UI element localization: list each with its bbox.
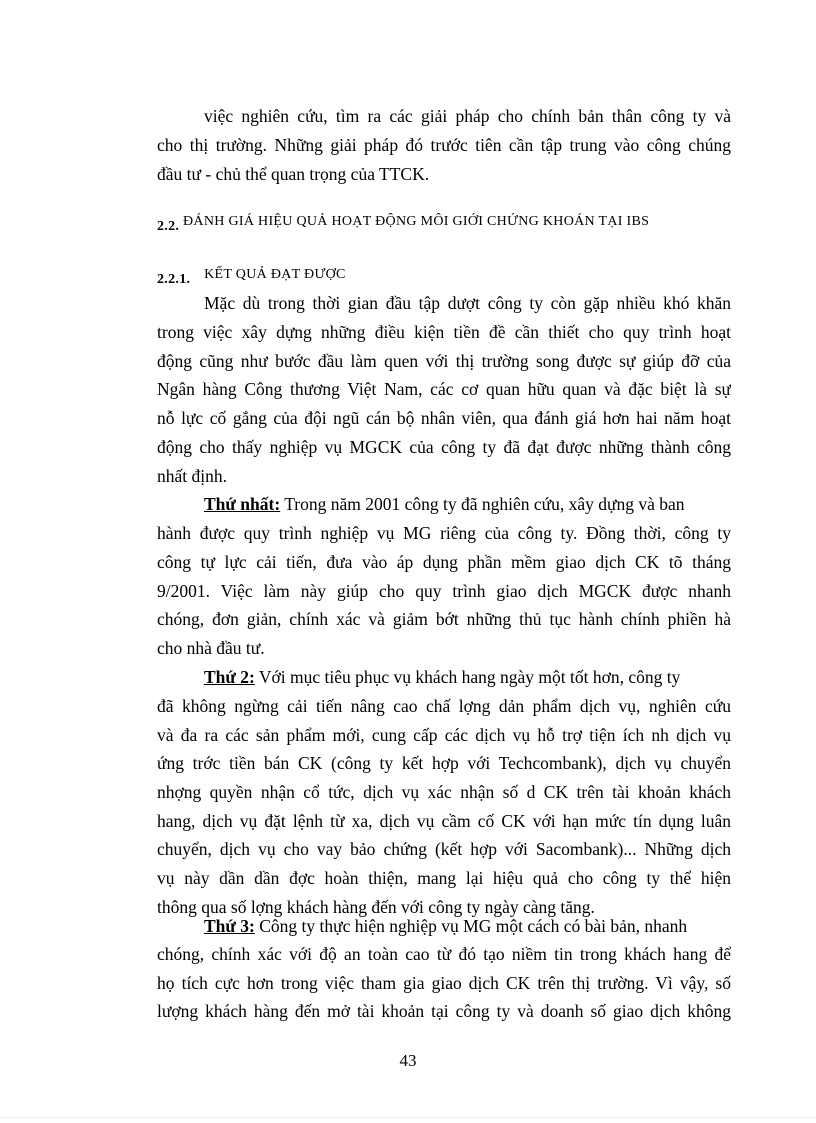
subsection-title: KẾT QUẢ ĐẠT ĐƯỢC [204,267,346,282]
body-text-span: Công ty thực hiện nghiệp vụ MG một cách có bài bản, nhanh [254,916,688,936]
body-text-span: Với mục tiêu phục vụ khách hang ngày một tốt hơn, công ty [254,667,681,687]
body-text-line: động cho thấy nghiệp vụ MGCK của công ty đã đạt được những thành công [157,437,731,457]
body-text-line: cho thị trường. Những giải pháp đó trước tiên cần tập trung vào công chúng [157,135,731,155]
section-heading [157,214,650,235]
body-text-line: chóng, chính xác với độ an toàn cao từ đó tạo niềm tin trong khách hang để [157,944,731,964]
body-text-line [204,494,731,514]
body-text-line: và đa ra các sản phẩm mới, cung cấp các dịch vụ hỗ trợ tiện ích nh dịch vụ [157,725,731,745]
body-text-line: việc nghiên cứu, tìm ra các giải pháp cho chính bản thân công ty và [204,106,731,126]
body-text-line: vụ này dần dần đợc hoàn thiện, mang lại hiệu quả cho công ty thể hiện [157,868,731,888]
body-text-line [204,916,731,936]
body-text-line: cho nhà đầu tư. [157,638,265,658]
subsection-number: 2.2.1. [157,272,191,287]
paragraph-lead: Thứ 3: [204,916,255,936]
body-text-line: đầu tư - chủ thể quan trọng của TTCK. [157,164,430,184]
body-text-line: chuyển, dịch vụ cho vay bảo chứng (kết hợp với Sacombank)... Những dịch [157,839,731,859]
body-text-span: Trong năm 2001 công ty đã nghiên cứu, xây dựng và ban [280,494,685,514]
body-text-line: 9/2001. Việc làm này giúp cho quy trình giao dịch MGCK được nhanh [157,581,731,601]
body-text-line: đã không ngừng cải tiến nâng cao chấ lợng dản phẩm dịch vụ, nghiên cứu [157,696,731,716]
body-text-line: công tự lực cải tiến, đưa vào áp dụng phần mềm giao dịch CK tõ tháng [157,552,731,572]
section-title: ĐÁNH GIÁ HIỆU QUẢ HOẠT ĐỘNG MÔI GIỚI CHỨNG KHOÁN TẠI IBS [183,214,650,229]
page-bottom-divider [0,1117,816,1118]
body-text-line: động cũng như bước đầu làm quen với thị trường song được sự giúp đỡ của [157,351,731,371]
page-number: 43 [399,1051,417,1070]
body-text-line: ứng trớc tiền bán CK (công ty kết hợp với Techcombank), dịch vụ chuyển [157,753,731,773]
body-text-line: thông qua số lợng khách hàng đến với công ty ngày càng tăng. [157,897,595,917]
body-text-line: Mặc dù trong thời gian đầu tập dượt công ty còn gặp nhiều khó khăn [204,293,731,313]
body-text-line: nhợng quyền nhận cổ tức, dịch vụ xác nhận số d CK trên tài khoản khách [157,782,731,802]
body-text-line [204,667,731,687]
body-text-line: hang, dịch vụ đặt lệnh từ xa, dịch vụ cầm cố CK với hạn mức tín dụng luân [157,811,731,831]
body-text-line: họ tích cực hơn trong việc tham gia giao dịch CK trên thị trường. Vì vậy, số [157,973,731,993]
paragraph-lead: Thứ 2: [204,667,255,687]
section-number: 2.2. [157,219,180,234]
body-text-line: hành được quy trình nghiệp vụ MG riêng của công ty. Đồng thời, công ty [157,523,731,543]
body-text-line: Ngân hàng Công thương Việt Nam, các cơ quan hữu quan và đặc biệt là sự [157,379,731,399]
body-text-line: nhất định. [157,466,227,486]
paragraph-lead: Thứ nhất: [204,494,281,514]
body-text-line: nỗ lực cố gắng của đội ngũ cán bộ nhân viên, qua đánh giá hơn hai năm hoạt [157,408,731,428]
body-text-line: lượng khách hàng đến mở tài khoản tại công ty và doanh số giao dịch không [157,1001,731,1021]
body-text-line: trong việc xây dựng những điều kiện tiền đề cần thiết cho quy trình hoạt [157,322,731,342]
subsection-heading [157,267,346,288]
body-text-line: chóng, đơn giản, chính xác và giảm bớt những thủ tục hành chính phiền hà [157,609,731,629]
